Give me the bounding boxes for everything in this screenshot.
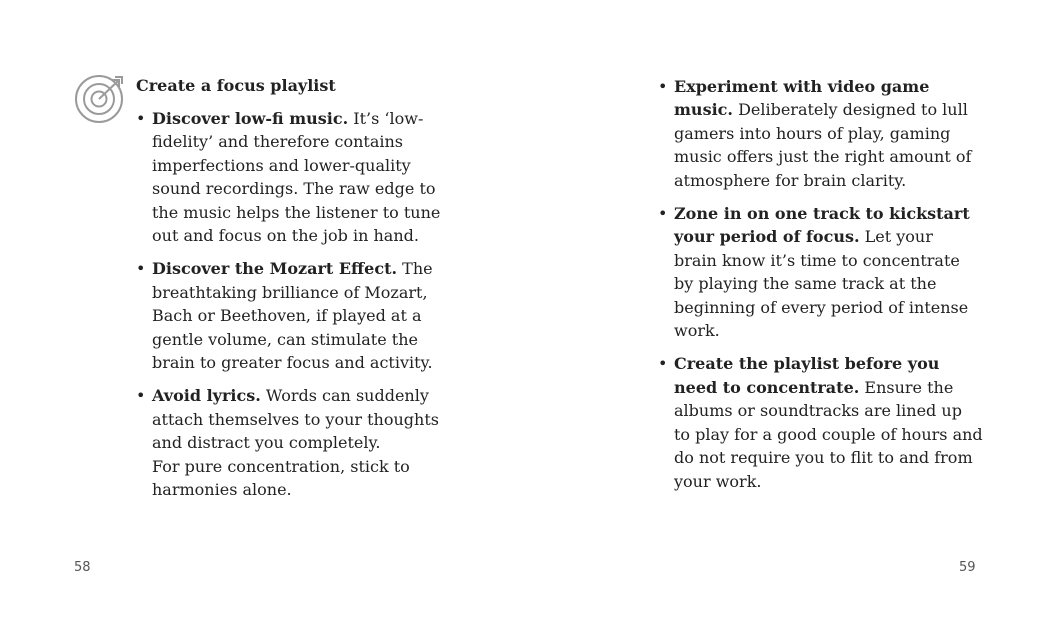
- item-text: attach themselves to your thoughts and distract you completely.: [152, 409, 439, 453]
- item-text: brain know it’s time to concentrate by playing the same track at the beginning of every period of intense work.: [674, 250, 969, 341]
- list-item: [658, 352, 983, 492]
- item-text: albums or soundtracks are lined up to play for a good couple of hours and do not require you to flit to and from your work.: [674, 401, 983, 491]
- list-item: [658, 202, 983, 342]
- item-text: Ensure the: [864, 377, 954, 397]
- left-bullet-list: [136, 107, 456, 512]
- item-lead: need to concentrate.: [674, 377, 860, 397]
- page-number: 59: [959, 560, 976, 575]
- bullet-icon: •: [658, 204, 668, 224]
- item-text: Let your: [864, 227, 933, 247]
- item-text: Deliberately designed to lull: [738, 100, 968, 120]
- target-icon: [74, 72, 126, 124]
- right-page: [525, 0, 1050, 635]
- item-lead: music.: [674, 100, 733, 120]
- item-text: Words can suddenly: [265, 386, 429, 406]
- page-number: 58: [74, 560, 91, 575]
- section-heading: Create a focus playlist: [136, 76, 336, 95]
- item-text: breathtaking brilliance of Mozart, Bach or Beethoven, if played at a gentle volume, can stimulate the brain to greater focus and activity.: [152, 282, 433, 373]
- item-lead: Discover low-fi music.: [152, 109, 349, 128]
- list-item: [136, 107, 456, 247]
- bullet-icon: •: [658, 77, 668, 96]
- item-lead: your period of focus.: [674, 227, 860, 247]
- item-lead: Avoid lyrics.: [152, 386, 261, 406]
- item-lead: Experiment with video game: [674, 77, 930, 96]
- item-text: The: [402, 259, 433, 279]
- bullet-icon: •: [136, 386, 146, 406]
- item-lead: Discover the Mozart Effect.: [152, 259, 398, 279]
- list-item: [136, 257, 456, 374]
- bullet-icon: •: [136, 109, 146, 128]
- bullet-icon: •: [136, 259, 146, 279]
- item-text: gamers into hours of play, gaming music offers just the right amount of atmosphere for brain clarity.: [674, 123, 972, 190]
- bullet-icon: •: [658, 354, 668, 374]
- item-text: fidelity’ and therefore contains imperfections and lower-quality sound recordings. The raw edge to the music helps the listener to tune out and focus on the job in hand.: [152, 132, 441, 246]
- list-item: [136, 384, 456, 501]
- item-lead: Create the playlist before you: [674, 354, 940, 374]
- item-lead: Zone in on one track to kickstart: [674, 204, 970, 224]
- right-bullet-list: [658, 75, 983, 503]
- list-item: [658, 75, 983, 192]
- item-text: It’s ‘low-: [353, 109, 424, 128]
- item-text: For pure concentration, stick to harmonies alone.: [152, 456, 410, 500]
